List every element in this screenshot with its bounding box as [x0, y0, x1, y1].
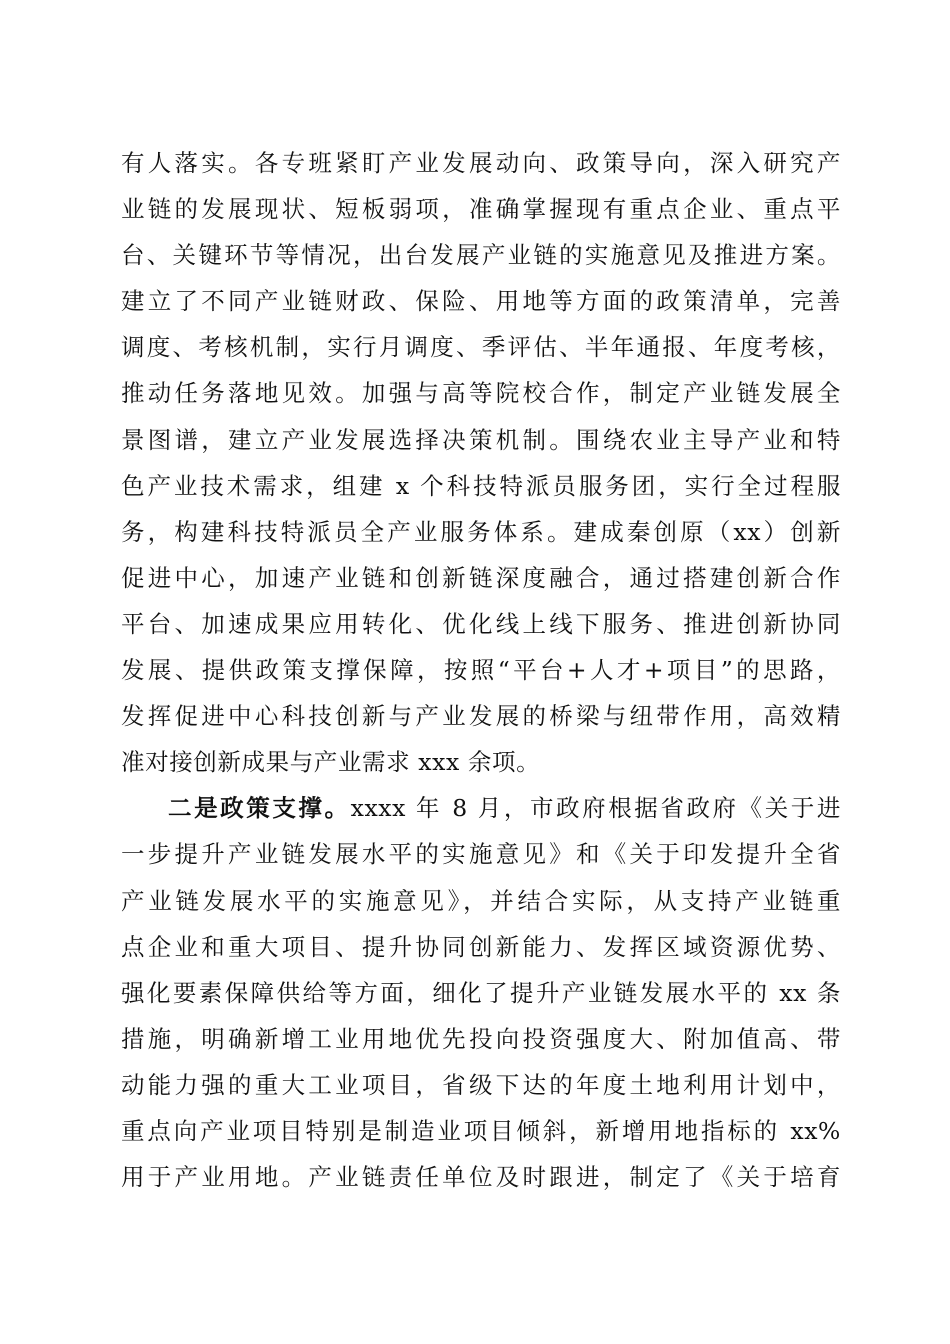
paragraph-heading: 二是政策支撑。 — [168, 794, 351, 823]
text-line: 景图谱，建立产业发展选择决策机制。围绕农业主导产业和特 — [121, 425, 841, 454]
text-line: 台、关键环节等情况，出台发展产业链的实施意见及推进方案。 — [121, 241, 841, 270]
paragraph-2 — [121, 785, 841, 1200]
text-line: 发展、提供政策支撑保障，按照“平台+人才+项目”的思路， — [121, 656, 841, 685]
text-line: 业链的发展现状、短板弱项，准确掌握现有重点企业、重点平 — [121, 195, 841, 224]
paragraph-heading-continuation: xxxx 年 8 月，市政府根据省政府《关于进 — [350, 794, 841, 823]
text-line: 强化要素保障供给等方面，细化了提升产业链发展水平的 xx 条 — [121, 978, 841, 1007]
text-line: 一步提升产业链发展水平的实施意见》和《关于印发提升全省 — [121, 840, 841, 869]
text-line: 用于产业用地。产业链责任单位及时跟进，制定了《关于培育 — [121, 1163, 841, 1192]
text-line: 建立了不同产业链财政、保险、用地等方面的政策清单，完善 — [121, 287, 841, 316]
paragraph-1 — [121, 140, 841, 785]
text-line: 推动任务落地见效。加强与高等院校合作，制定产业链发展全 — [121, 379, 841, 408]
document-body — [121, 140, 841, 1200]
text-line: 措施，明确新增工业用地优先投向投资强度大、附加值高、带 — [121, 1024, 841, 1053]
text-line: 重点向产业项目特别是制造业项目倾斜，新增用地指标的 xx% — [121, 1116, 841, 1145]
text-line: 平台、加速成果应用转化、优化线上线下服务、推进创新协同 — [121, 609, 841, 638]
text-line: 点企业和重大项目、提升协同创新能力、发挥区域资源优势、 — [121, 932, 841, 961]
text-line: 色产业技术需求，组建 x 个科技特派员服务团，实行全过程服 — [121, 471, 841, 500]
text-line: 调度、考核机制，实行月调度、季评估、半年通报、年度考核， — [121, 333, 841, 362]
text-line: 产业链发展水平的实施意见》，并结合实际，从支持产业链重 — [121, 886, 841, 915]
text-line: 动能力强的重大工业项目，省级下达的年度土地利用计划中， — [121, 1070, 841, 1099]
text-line: 准对接创新成果与产业需求 xxx 余项。 — [121, 748, 541, 777]
text-line: 有人落实。各专班紧盯产业发展动向、政策导向，深入研究产 — [121, 149, 841, 177]
text-line-first — [121, 785, 841, 831]
text-line: 促进中心，加速产业链和创新链深度融合，通过搭建创新合作 — [121, 563, 841, 592]
text-line: 务，构建科技特派员全产业服务体系。建成秦创原（xx）创新 — [121, 517, 841, 546]
text-line: 发挥促进中心科技创新与产业发展的桥梁与纽带作用，高效精 — [121, 702, 841, 731]
